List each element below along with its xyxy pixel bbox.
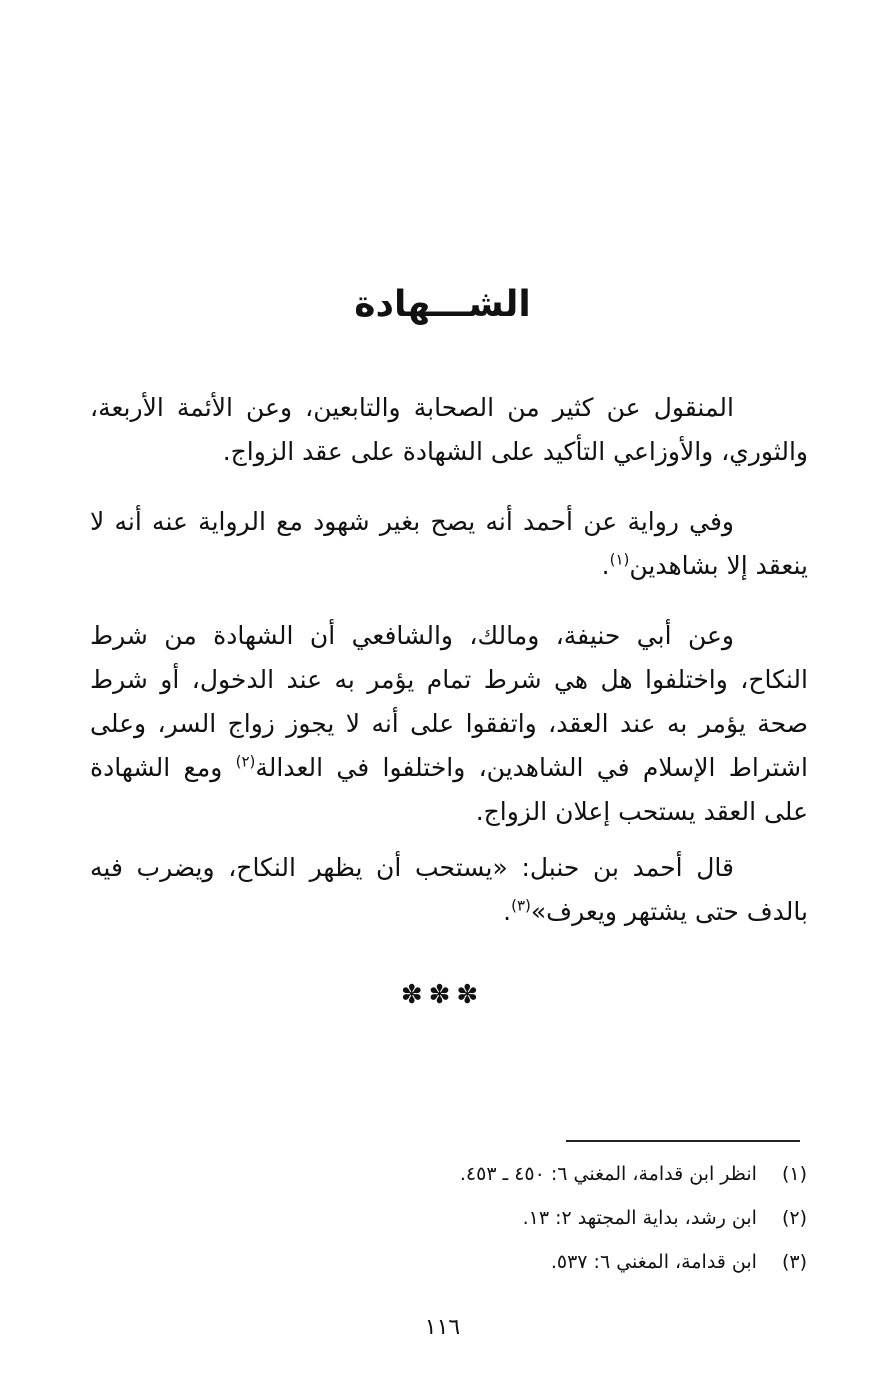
paragraph-3 — [90, 614, 808, 834]
page-number: ١١٦ — [424, 1315, 461, 1340]
paragraph-4-text: قال أحمد بن حنبل: «يستحب أن يظهر النكاح، ويضرب فيه بالدف حتى يشتهر ويعرف» — [90, 853, 808, 926]
footnote-3 — [207, 1240, 807, 1284]
footnotes — [207, 1152, 807, 1284]
paragraph-1 — [90, 386, 808, 474]
paragraph-2 — [90, 500, 808, 588]
footnote-text: ابن قدامة، المغني ٦: ٥٣٧. — [550, 1251, 757, 1273]
footnote-rule — [566, 1140, 800, 1142]
footnote-ref-2[interactable]: (٢) — [235, 752, 256, 771]
paragraph-4 — [90, 846, 808, 934]
paragraph-4-end: . — [503, 897, 512, 926]
footnote-ref-3[interactable]: (٣) — [511, 896, 531, 915]
footnote-number: (٣) — [781, 1251, 807, 1273]
paragraph-2-text: وفي رواية عن أحمد أنه يصح بغير شهود مع الرواية عنه أنه لا ينعقد إلا بشاهدين — [90, 507, 808, 580]
footnote-number: (١) — [781, 1163, 807, 1185]
chapter-title: الشـــهادة — [354, 284, 531, 325]
footnote-ref-1[interactable]: (١) — [609, 550, 630, 569]
footnote-text: انظر ابن قدامة، المغني ٦: ٤٥٠ ـ ٤٥٣. — [459, 1163, 757, 1185]
paragraph-3-text: وعن أبي حنيفة، ومالك، والشافعي أن الشهادة من شرط النكاح، واختلفوا هل هي شرط تمام يؤمر به عند الدخول، أو شرط صحة يؤمر به عند العقد، واتفقوا على أنه لا يجوز زواج السر، وعلى اشتراط الإسلام في الشاهدين، واختلفوا في العدالة — [90, 621, 808, 782]
footnote-number: (٢) — [781, 1207, 807, 1229]
footnote-text: ابن رشد، بداية المجتهد ٢: ١٣. — [522, 1207, 757, 1229]
footnote-2 — [207, 1196, 807, 1240]
paragraph-2-end: . — [601, 551, 610, 580]
footnote-1 — [207, 1152, 807, 1196]
section-separator: ✽✽✽ — [400, 980, 485, 1010]
paragraph-3-end: ومع الشهادة على العقد يستحب إعلان الزواج. — [90, 753, 808, 826]
paragraph-1-text: المنقول عن كثير من الصحابة والتابعين، وعن الأئمة الأربعة، والثوري، والأوزاعي التأكيد على الشهادة على عقد الزواج. — [90, 393, 808, 466]
